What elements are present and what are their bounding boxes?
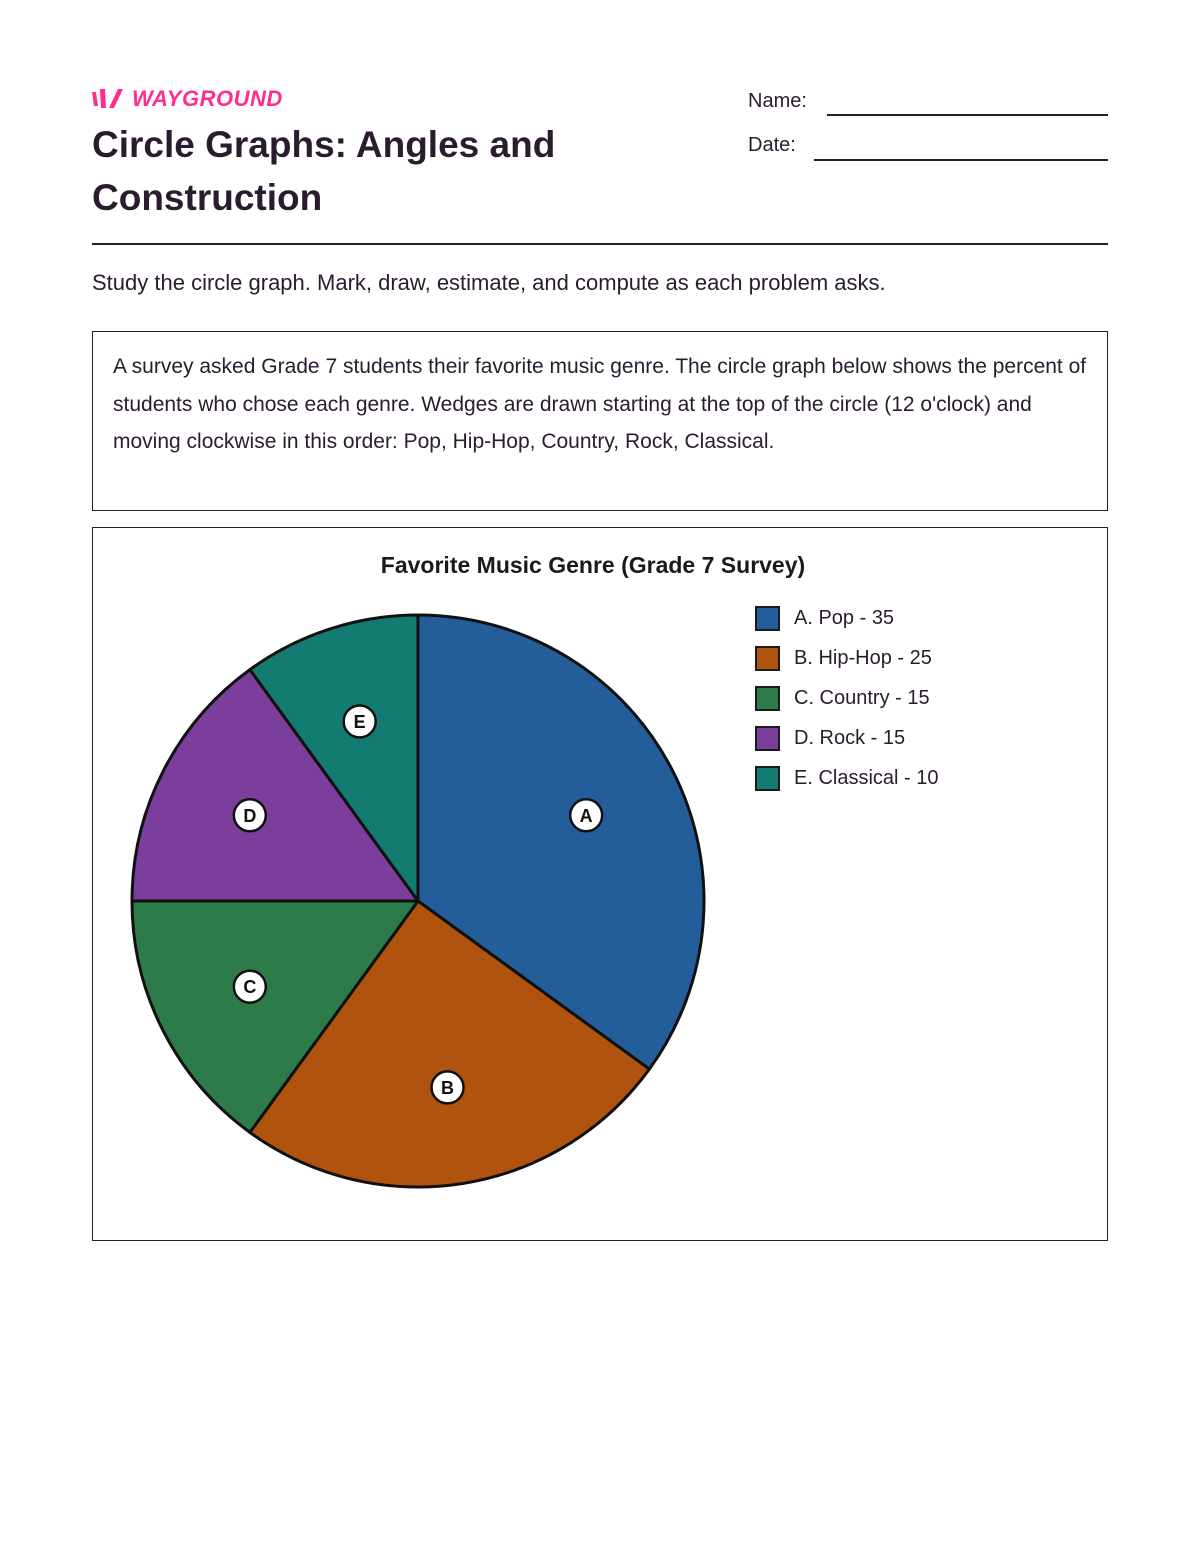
legend-swatch [755, 646, 780, 671]
chart-legend [755, 598, 939, 798]
svg-text:D: D [243, 805, 257, 826]
chart-container [92, 527, 1108, 1241]
wayground-logo-icon [92, 88, 124, 110]
brand-logo [92, 86, 283, 112]
legend-item [755, 718, 939, 758]
legend-label: E. Classical - 10 [794, 766, 939, 789]
svg-text:B: B [441, 1077, 455, 1098]
svg-text:A: A [579, 805, 593, 826]
legend-item [755, 758, 939, 798]
svg-text:C: C [243, 977, 257, 998]
slice-letter-e [344, 705, 376, 737]
legend-item [755, 678, 939, 718]
legend-swatch [755, 766, 780, 791]
page-title: Circle Graphs: Angles and Construction [92, 124, 556, 218]
header-divider [92, 243, 1108, 245]
legend-label: B. Hip-Hop - 25 [794, 646, 932, 669]
chart-title: Favorite Music Genre (Grade 7 Survey) [380, 552, 806, 578]
legend-label: D. Rock - 15 [794, 726, 906, 749]
problem-passage: A survey asked Grade 7 students their favorite music genre. The circle graph below shows the percent of students who chose each genre. Wedges are drawn starting at the top of the circle (12 o'clock) and moving clockwise in this order: Pop, Hip-Hop, Country, Rock, Classical. [92, 331, 1108, 511]
slice-letter-a [570, 799, 602, 831]
brand-name: WAYGROUND [132, 86, 283, 111]
slice-letter-b [432, 1071, 464, 1103]
svg-text:E: E [353, 711, 366, 732]
slice-letter-c [234, 971, 266, 1003]
date-field[interactable] [814, 159, 1108, 161]
date-label: Date: [748, 134, 796, 156]
slice-letter-d [234, 799, 266, 831]
legend-label: C. Country - 15 [794, 686, 930, 709]
legend-swatch [755, 686, 780, 711]
instructions-text: Study the circle graph. Mark, draw, estimate, and compute as each problem asks. [92, 270, 886, 295]
legend-swatch [755, 726, 780, 751]
name-label: Name: [748, 90, 807, 112]
pie-chart [93, 528, 1106, 1239]
legend-label: A. Pop - 35 [794, 606, 895, 629]
legend-item [755, 638, 939, 678]
legend-item [755, 598, 939, 638]
name-field[interactable] [827, 114, 1108, 116]
legend-swatch [755, 606, 780, 631]
